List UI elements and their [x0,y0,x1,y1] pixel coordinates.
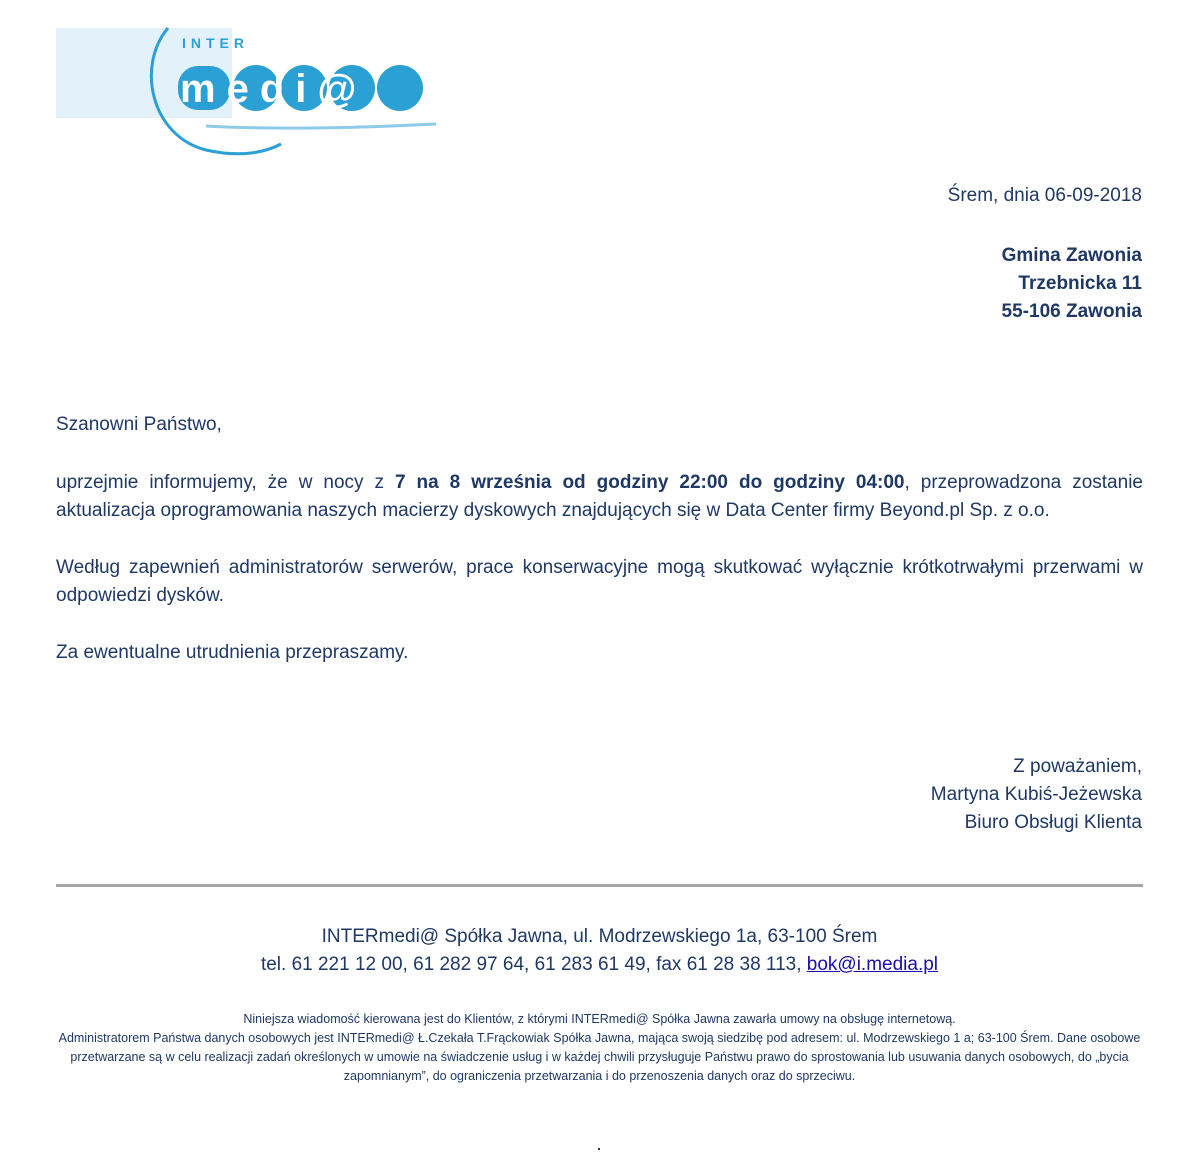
logo-underline-swoosh [206,124,436,128]
recipient-city: 55-106 Zawonia [1001,301,1142,322]
paragraph-apology [56,639,1143,667]
legal-notice-line1: Niniejsza wiadomość kierowana jest do Klientów, z którymi INTERmedi@ Spółka Jawna zawarła umowy na obsługę internetową. [243,1012,956,1026]
company-footer [0,923,1199,979]
paragraph1-intro: uprzejmie informujemy, że w nocy z [56,472,395,493]
signature-name: Martyna Kubiś-Jeżewska [930,784,1142,805]
company-contact-line [0,951,1199,979]
company-logo [56,26,456,156]
paragraph2-text: Według zapewnień administratorów serwerów, prace konserwacyjne mogą skutkować wyłącznie krótkotrwałymi przerwami w odpowiedzi dysków. [56,557,1143,606]
logo-media-text: medi@ [180,67,368,111]
paragraph-impact [56,554,1143,610]
paragraph3-text: Za ewentualne utrudnienia przepraszamy. [56,642,409,663]
paragraph1-rest: , przeprowadzona zostanie aktualizacja oprogramowania naszych macierzy dyskowych znajdujących się w Data Center firmy Beyond.pl Sp. z o.o. [56,472,1143,521]
recipient-street: Trzebnicka 11 [1018,273,1142,294]
page-marker-dot [598,1148,600,1150]
email-link[interactable]: bok@i.media.pl [806,954,939,975]
intermedia-logo-graphic [56,26,456,156]
place-date: Śrem, dnia 06-09-2018 [947,185,1142,206]
signature-closing: Z poważaniem, [1013,756,1142,777]
recipient-name: Gmina Zawonia [1001,245,1142,266]
paragraph1-time-window: 7 na 8 września od godziny 22:00 do godziny 04:00 [394,472,905,493]
contact-phones: tel. 61 221 12 00, 61 282 97 64, 61 283 61 49, fax 61 28 38 113, [260,954,807,975]
recipient-address [1002,242,1142,326]
footer-divider [56,884,1143,887]
legal-notice [56,1010,1143,1086]
logo-inter-text: INTER [182,35,249,51]
signature-department: Biuro Obsługi Klienta [964,812,1142,833]
company-address-line: INTERmedi@ Spółka Jawna, ul. Modrzewskiego 1a, 63-100 Śrem [321,926,878,947]
paragraph-maintenance-info [56,469,1143,525]
salutation: Szanowni Państwo, [56,414,222,435]
legal-notice-line2: Administratorem Państwa danych osobowych jest INTERmedi@ Ł.Czekała T.Frąckowiak Spółka Jawna, mająca swoją siedzibę pod adresem: ul. Modrzewskiego 1 a; 63-100 Śrem. Dane osobowe przetwarzane są w celu realizacji zadań określonych w umowie na świadczenie usług i w każdej chwili przysługuje Państwu prawo do sprostowania lub usuwania danych osobowych, do „bycia zapomnianym”, do ograniczenia przetwarzania i do przenoszenia danych oraz do sprzeciwu. [58,1031,1141,1083]
signature-block [931,753,1142,837]
